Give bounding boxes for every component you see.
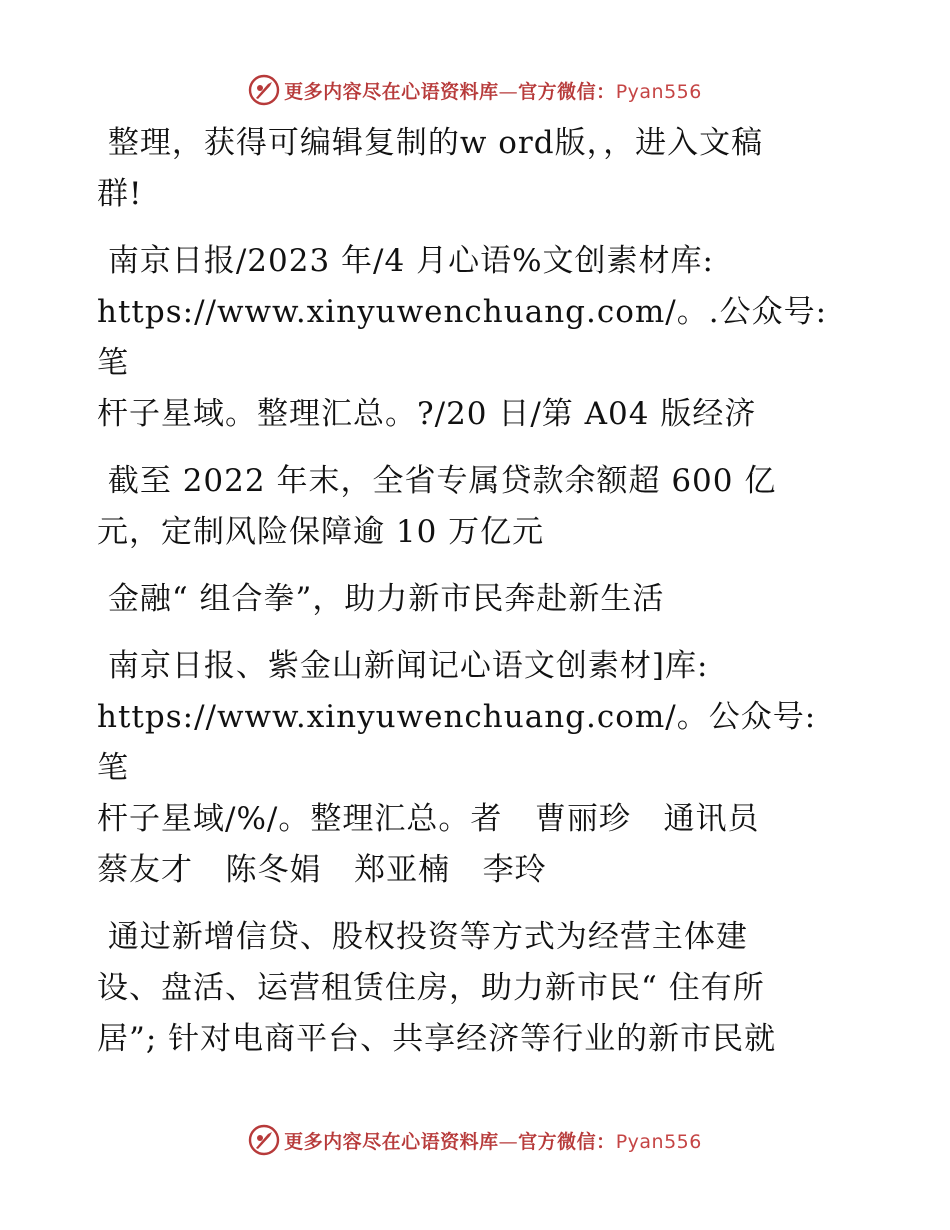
footer-banner-main: 更多内容尽在心语资料库 bbox=[284, 1130, 499, 1153]
body-line: 元，定制风险保障逾 10 万亿元 bbox=[97, 514, 545, 550]
quill-logo-icon bbox=[248, 1124, 280, 1156]
paragraph-1 bbox=[97, 118, 857, 220]
body-line: https://www.xinyuwenchuang.com/。.公众号: 笔 bbox=[97, 294, 838, 381]
body-line: https://www.xinyuwenchuang.com/。公众号: 笔 bbox=[97, 699, 828, 786]
header-banner-main: 更多内容尽在心语资料库 bbox=[284, 80, 499, 103]
footer-banner-suffix: 官方微信： bbox=[518, 1130, 616, 1153]
paragraph-4 bbox=[97, 574, 857, 625]
body-line: 设、盘活、运营租赁住房，助力新市民“ 住有所 bbox=[97, 970, 765, 1006]
header-banner bbox=[0, 70, 950, 110]
body-line: 南京日报/2023 年/4 月心语%文创素材库: bbox=[97, 243, 714, 279]
body-line: 整理，获得可编辑复制的w ord版，，进入文稿 bbox=[97, 125, 764, 161]
body-line: 蔡友才 陈冬娟 郑亚楠 李玲 bbox=[97, 852, 547, 888]
body-line: 南京日报、紫金山新闻记心语文创素材]库: bbox=[97, 648, 709, 684]
document-body bbox=[97, 118, 857, 1081]
header-banner-suffix: 官方微信： bbox=[518, 80, 616, 103]
paragraph-2 bbox=[97, 236, 857, 440]
paragraph-3 bbox=[97, 456, 857, 558]
body-line: 截至 2022 年末，全省专属贷款余额超 600 亿 bbox=[97, 463, 777, 499]
body-line: 通过新增信贷、股权投资等方式为经营主体建 bbox=[97, 919, 748, 955]
body-line: 群! bbox=[97, 176, 143, 212]
footer-banner-id: Pyan556 bbox=[615, 1130, 702, 1153]
quill-logo-icon bbox=[248, 74, 280, 106]
paragraph-6 bbox=[97, 912, 857, 1065]
body-line: 居”; 针对电商平台、共享经济等行业的新市民就 bbox=[97, 1021, 777, 1057]
footer-banner-separator: — bbox=[498, 1130, 519, 1153]
footer-banner bbox=[0, 1120, 950, 1160]
body-line: 金融“ 组合拳”，助力新市民奔赴新生活 bbox=[97, 581, 665, 617]
body-line: 杆子星域/%/。整理汇总。者 曹丽珍 通讯员 bbox=[97, 801, 760, 837]
header-banner-separator: — bbox=[498, 80, 519, 103]
header-banner-id: Pyan556 bbox=[615, 80, 702, 103]
paragraph-5 bbox=[97, 641, 857, 896]
footer-banner-text bbox=[284, 1127, 702, 1154]
header-banner-text bbox=[284, 77, 702, 104]
body-line: 杆子星域。整理汇总。?/20 日/第 A04 版经济 bbox=[97, 396, 757, 432]
